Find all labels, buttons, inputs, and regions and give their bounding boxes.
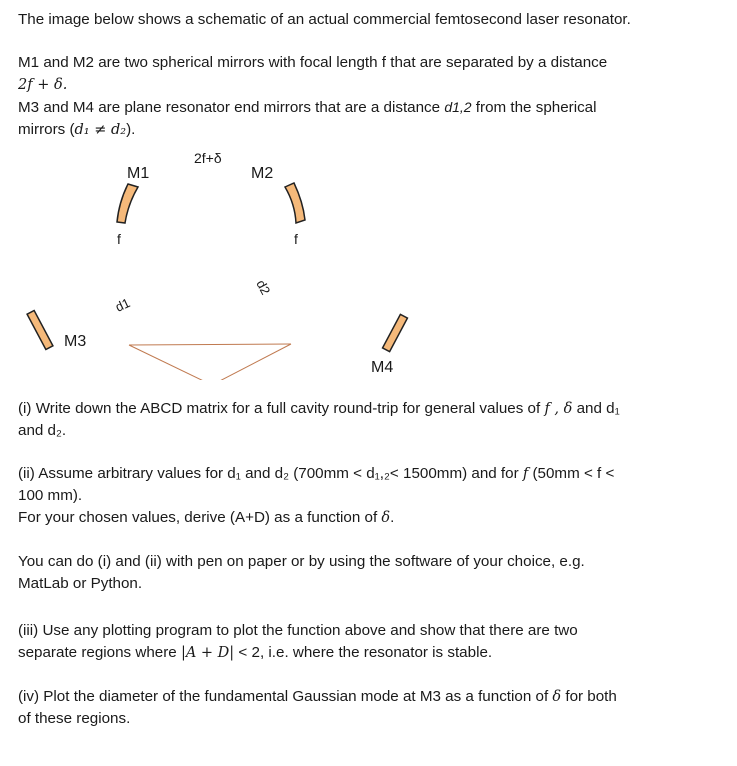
separation-math: 2f + δ.: [18, 77, 68, 93]
mirror-description: [18, 52, 718, 141]
question-1: [18, 398, 718, 442]
question-2: [18, 463, 718, 529]
label-m2: M2: [251, 165, 274, 182]
mirror-m3: [27, 310, 53, 349]
question-4: [18, 686, 718, 730]
q2-text-d: 100 mm).: [18, 487, 83, 504]
q2-lt: <: [353, 465, 363, 482]
resonator-diagram: [0, 140, 737, 380]
q4-delta: δ: [552, 689, 562, 705]
beam-m1-m4: [129, 345, 388, 380]
q4-text: (iv) Plot the diameter of the fundamental Gaussian mode at M3 as a function of: [18, 688, 553, 705]
q2-text-b: d₁,₂< 1500mm) and for: [362, 465, 523, 482]
q2-delta: δ: [381, 510, 391, 526]
m3-m4-text-cont: from the spherical: [471, 99, 597, 116]
beam-paths: [48, 344, 388, 380]
note-text-cont: MatLab or Python.: [18, 575, 143, 592]
separation-label: 2f+δ: [194, 150, 222, 166]
focal-label-m2: f: [294, 231, 298, 247]
q3-text-b: separate regions where: [18, 644, 181, 661]
distance-label-d1: d1: [112, 295, 133, 315]
mirror-m1: [117, 184, 138, 223]
m3-m4-text: M3 and M4 are plane resonator end mirrors that are a distance: [18, 99, 445, 116]
label-m3: M3: [64, 333, 87, 350]
q4-text-c: of these regions.: [18, 710, 131, 727]
beam-m1-m2: [129, 344, 291, 345]
focal-label-m1: f: [117, 231, 121, 247]
q2-end: .: [390, 509, 395, 526]
inequality-math: d₁ ≠ d₂: [74, 122, 127, 138]
label-m1: M1: [127, 165, 150, 182]
q1-text: (i) Write down the ABCD matrix for a full cavity round-trip for general values of: [18, 400, 545, 417]
distance-symbol: d1,2: [444, 99, 472, 115]
q1-text-end: and d₂.: [18, 422, 67, 439]
label-m4: M4: [371, 359, 394, 376]
q1-math: f , δ: [544, 401, 573, 417]
mirrors-text-end: ).: [126, 121, 136, 138]
mirror-m2: [285, 183, 305, 223]
intro-text: The image below shows a schematic of an actual commercial femtosecond laser resonator.: [18, 11, 631, 28]
q2-f: f: [522, 466, 529, 482]
q2-text: (ii) Assume arbitrary values for d₁ and d₂ (700mm: [18, 465, 354, 482]
software-note: [18, 551, 718, 595]
q4-text-b: for both: [561, 688, 617, 705]
distance-label-d2: d2: [253, 277, 274, 298]
q3-text-c: < 2, i.e. where the resonator is stable.: [234, 644, 493, 661]
note-text: You can do (i) and (ii) with pen on paper or by using the software of your choice, e.g.: [18, 553, 585, 570]
q1-text-cont: and d₁: [572, 400, 620, 417]
m1-m2-text: M1 and M2 are two spherical mirrors with focal length f that are separated by a distance: [18, 54, 608, 71]
question-3: [18, 620, 718, 664]
q2-text-c: (50mm < f <: [528, 465, 615, 482]
mirror-m4: [383, 314, 408, 351]
mirrors-text: mirrors (: [18, 121, 75, 138]
q2-text-e: For your chosen values, derive (A+D) as a function of: [18, 509, 382, 526]
q3-text: (iii) Use any plotting program to plot the function above and show that there are two: [18, 622, 578, 639]
q3-math: |A + D|: [180, 645, 235, 661]
